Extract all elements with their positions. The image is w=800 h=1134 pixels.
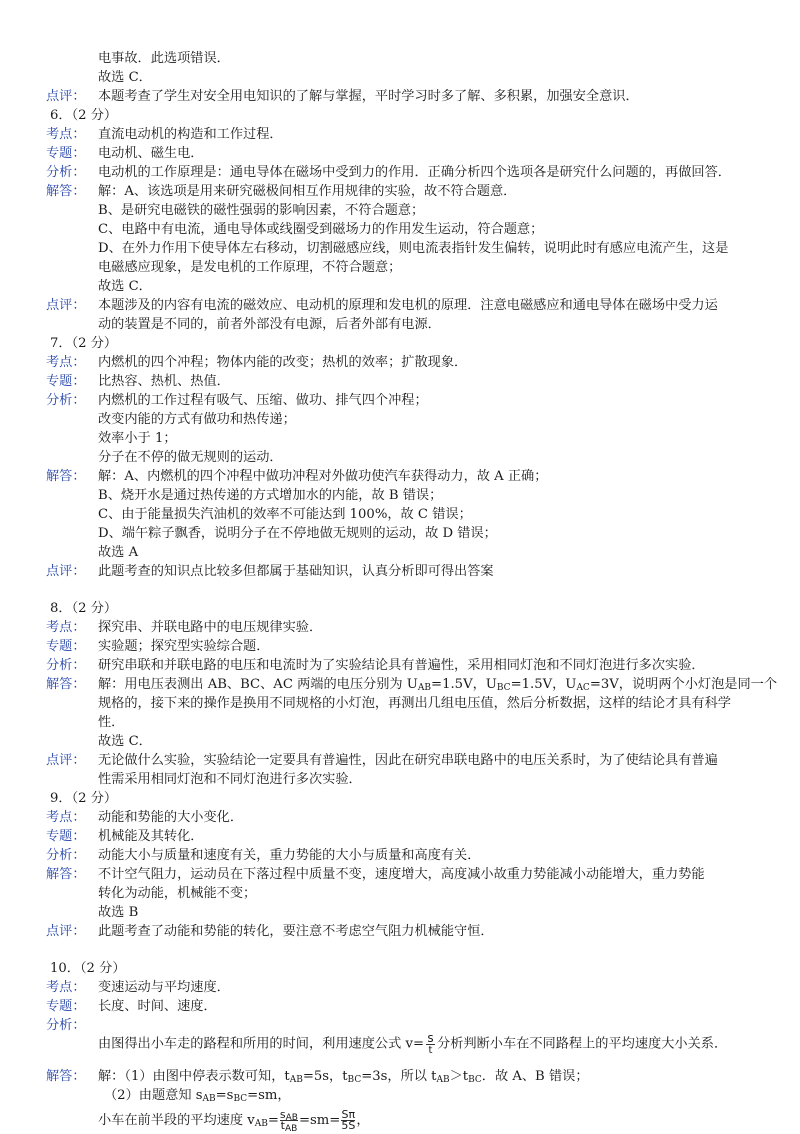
point-text: 内燃机的四个冲程；物体内能的改变；热机的效率；扩散现象． [98, 355, 468, 370]
subscript: AB [289, 1075, 303, 1085]
question-number: 6．（2 分） [50, 108, 118, 123]
solution-line: 电磁感应现象，是发电机的工作原理，不符合题意； [98, 260, 402, 275]
subscript: AB [285, 1113, 298, 1123]
text-run: =3V，说明两个小灯泡是同一个 [589, 677, 778, 692]
analysis-text: 效率小于 1； [98, 431, 177, 446]
point-label: 考点： [46, 980, 86, 995]
subscript: BC [496, 683, 511, 693]
analysis-label: 分析： [46, 1018, 86, 1033]
text-run: ＞t [449, 1069, 469, 1084]
subscript: AB [417, 683, 432, 693]
topic-label: 专题： [46, 639, 86, 654]
text-run: 解：（1）由图中停表示数可知，t [98, 1069, 290, 1084]
solution-line: 性． [98, 715, 125, 730]
text-run: =s [215, 1088, 234, 1103]
solution-line: D、端午粽子飘香，说明分子在不停地做无规则的运动，故 D 错误； [98, 526, 497, 541]
point-text: 变速运动与平均速度． [98, 980, 230, 995]
solution-line: 不计空气阻力，运动员在下落过程中质量不变，速度增大，高度减小故重力势能减小动能增大，重力势能 [98, 867, 705, 882]
point-label: 考点： [46, 810, 86, 825]
text-run: 解：用电压表测出 AB、BC、AC 两端的电压分别为 U [98, 677, 418, 692]
topic-label: 专题： [46, 999, 86, 1014]
analysis-text: 电动机的工作原理是：通电导体在磁场中受到力的作用．正确分析四个选项各是研究什么问题的，再做回答． [98, 165, 731, 180]
solution-line: 故选 A [98, 545, 139, 560]
solution-line: 故选 C． [98, 279, 152, 294]
text-run: =1.5V，U [431, 677, 497, 692]
fraction-numerator: s [427, 1031, 434, 1045]
point-text: 探究串、并联电路中的电压规律实验． [98, 620, 323, 635]
comment-label: 点评： [46, 753, 86, 768]
fraction-denominator: t [428, 1045, 433, 1056]
topic-label: 专题： [46, 374, 86, 389]
text-run: 分析判断小车在不同路程上的平均速度大小关系． [437, 1036, 728, 1052]
solution-line: 故选 B [98, 905, 139, 920]
solution-line: 转化为动能，机械能不变； [98, 886, 257, 901]
solution-label: 解答： [46, 184, 86, 199]
text-run: ．故 A、B 错误； [481, 1069, 589, 1084]
analysis-label: 分析： [46, 658, 86, 673]
topic-text: 比热容、热机、热值． [98, 374, 230, 389]
comment-text: 此题考查的知识点比较多但都属于基础知识，认真分析即可得出答案 [98, 564, 494, 579]
topic-text: 长度、时间、速度． [98, 999, 217, 1014]
comment-text: 本题考查了学生对安全用电知识的了解与掌握，平时学习时多了解、多积累，加强安全意识． [98, 89, 639, 104]
analysis-label: 分析： [46, 393, 86, 408]
subscript: AB [436, 1075, 450, 1085]
point-label: 考点： [46, 355, 86, 370]
answer-line: 电事故．此选项错误． [98, 51, 230, 66]
fraction-denominator [280, 1119, 298, 1134]
solution-label: 解答： [46, 867, 86, 882]
subscript: BC [233, 1094, 248, 1104]
analysis-text: 研究串联和并联电路的电压和电流时为了实验结论具有普遍性，采用相同灯泡和不同灯泡进行多次实验． [98, 658, 705, 673]
comment-text: 此题考查了动能和势能的转化，要注意不考虑空气阻力机械能守恒． [98, 924, 494, 939]
solution-line: D、在外力作用下使导体左右移动，切割磁感应线，则电流表指针发生偏转，说明此时有感应电流产生，这是 [98, 241, 729, 256]
topic-label: 专题： [46, 829, 86, 844]
point-text: 直流电动机的构造和工作过程． [98, 127, 283, 142]
text-run: （2）由题意知 s [104, 1088, 203, 1103]
comment-label: 点评： [46, 564, 86, 579]
result-fraction [341, 1110, 355, 1131]
comment-label: 点评： [46, 89, 86, 104]
solution-line: 规格的，接下来的操作是换用不同规格的小灯泡，再测出几组电压值，然后分析数据，这样的结论才具有科学 [98, 696, 731, 711]
speed-formula-fraction [426, 1032, 435, 1056]
text-run: 由图得出小车走的路程和所用的时间，利用速度公式 v= [98, 1036, 425, 1052]
text-run: = [267, 1113, 279, 1128]
comment-text: 动的装置是不同的，前者外部没有电源，后者外部有电源． [98, 317, 441, 332]
denominator-symbol: t [280, 1119, 285, 1132]
solution-line [104, 1087, 291, 1105]
solution-line: 解：A、该选项是用来研究磁极间相互作用规律的实验，故不符合题意． [98, 184, 517, 199]
question-number: 10．（2 分） [50, 961, 126, 976]
comment-text: 无论做什么实验，实验结论一定要具有普遍性，因此在研究串联电路中的电压关系时，为了使结论具有普遍 [98, 753, 718, 768]
solution-line [98, 1108, 370, 1134]
topic-text: 机械能及其转化． [98, 829, 204, 844]
analysis-text: 内燃机的工作过程有吸气、压缩、做功、排气四个冲程； [98, 393, 428, 408]
answer-line: 故选 C． [98, 70, 152, 85]
solution-label: 解答： [46, 1069, 86, 1084]
analysis-text: 动能大小与质量和速度有关，重力势能的大小与质量和高度有关． [98, 848, 481, 863]
topic-text: 实验题；探究型实验综合题． [98, 639, 270, 654]
solution-line: 解：A、内燃机的四个冲程中做功冲程对外做功使汽车获得动力，故 A 正确； [98, 469, 548, 484]
comment-label: 点评： [46, 924, 86, 939]
comment-text: 本题涉及的内容有电流的磁效应、电动机的原理和发电机的原理．注意电磁感应和通电导体在磁场中受力运 [98, 298, 718, 313]
subscript: AB [284, 1124, 298, 1134]
subscript: AB [202, 1094, 216, 1104]
subscript: BC [468, 1075, 482, 1085]
solution-line: C、由于能量损失汽油机的效率不可能达到 100%，故 C 错误； [98, 507, 472, 522]
question-number: 8．（2 分） [50, 601, 118, 616]
text-run: =5s，t [302, 1069, 348, 1084]
text-run: =sm， [247, 1088, 291, 1103]
analysis-text: 分子在不停的做无规则的运动． [98, 450, 283, 465]
solution-line: B、是研究电磁铁的磁性强弱的影响因素，不符合题意； [98, 203, 425, 218]
question-number: 9．（2 分） [50, 791, 118, 806]
solution-line [98, 676, 777, 694]
subscript: BC [347, 1075, 362, 1085]
topic-label: 专题： [46, 146, 86, 161]
analysis-text: 改变内能的方式有做功和热传递； [98, 412, 296, 427]
point-label: 考点： [46, 127, 86, 142]
text-run: =1.5V，U [510, 677, 577, 692]
point-text: 动能和势能的大小变化． [98, 810, 244, 825]
comment-text: 性需采用相同灯泡和不同灯泡进行多次实验． [98, 772, 362, 787]
comment-label: 点评： [46, 298, 86, 313]
average-speed-fraction [279, 1108, 298, 1134]
text-run: =sm= [298, 1113, 341, 1128]
solution-line: B、烧开水是通过热传递的方式增加水的内能，故 B 错误； [98, 488, 443, 503]
solution-label: 解答： [46, 469, 86, 484]
solution-label: 解答： [46, 677, 86, 692]
fraction-numerator: Sπ [341, 1108, 356, 1121]
subscript: AB [254, 1119, 268, 1129]
analysis-label: 分析： [46, 165, 86, 180]
point-label: 考点： [46, 620, 86, 635]
analysis-text [98, 1032, 727, 1056]
text-run: =3s，所以 t [361, 1069, 437, 1084]
question-number: 7．（2 分） [50, 336, 118, 351]
solution-line [98, 1068, 589, 1086]
subscript: AC [576, 683, 590, 693]
text-run: ， [356, 1113, 370, 1128]
text-run: 小车在前半段的平均速度 v [98, 1113, 255, 1128]
analysis-label: 分析： [46, 848, 86, 863]
topic-text: 电动机、磁生电． [98, 146, 204, 161]
fraction-denominator: 5S [341, 1119, 356, 1132]
numerator-symbol: s [279, 1108, 286, 1121]
solution-line: 故选 C． [98, 734, 152, 749]
solution-line: C、电路中有电流，通电导体或线圈受到磁场力的作用发生运动，符合题意； [98, 222, 544, 237]
